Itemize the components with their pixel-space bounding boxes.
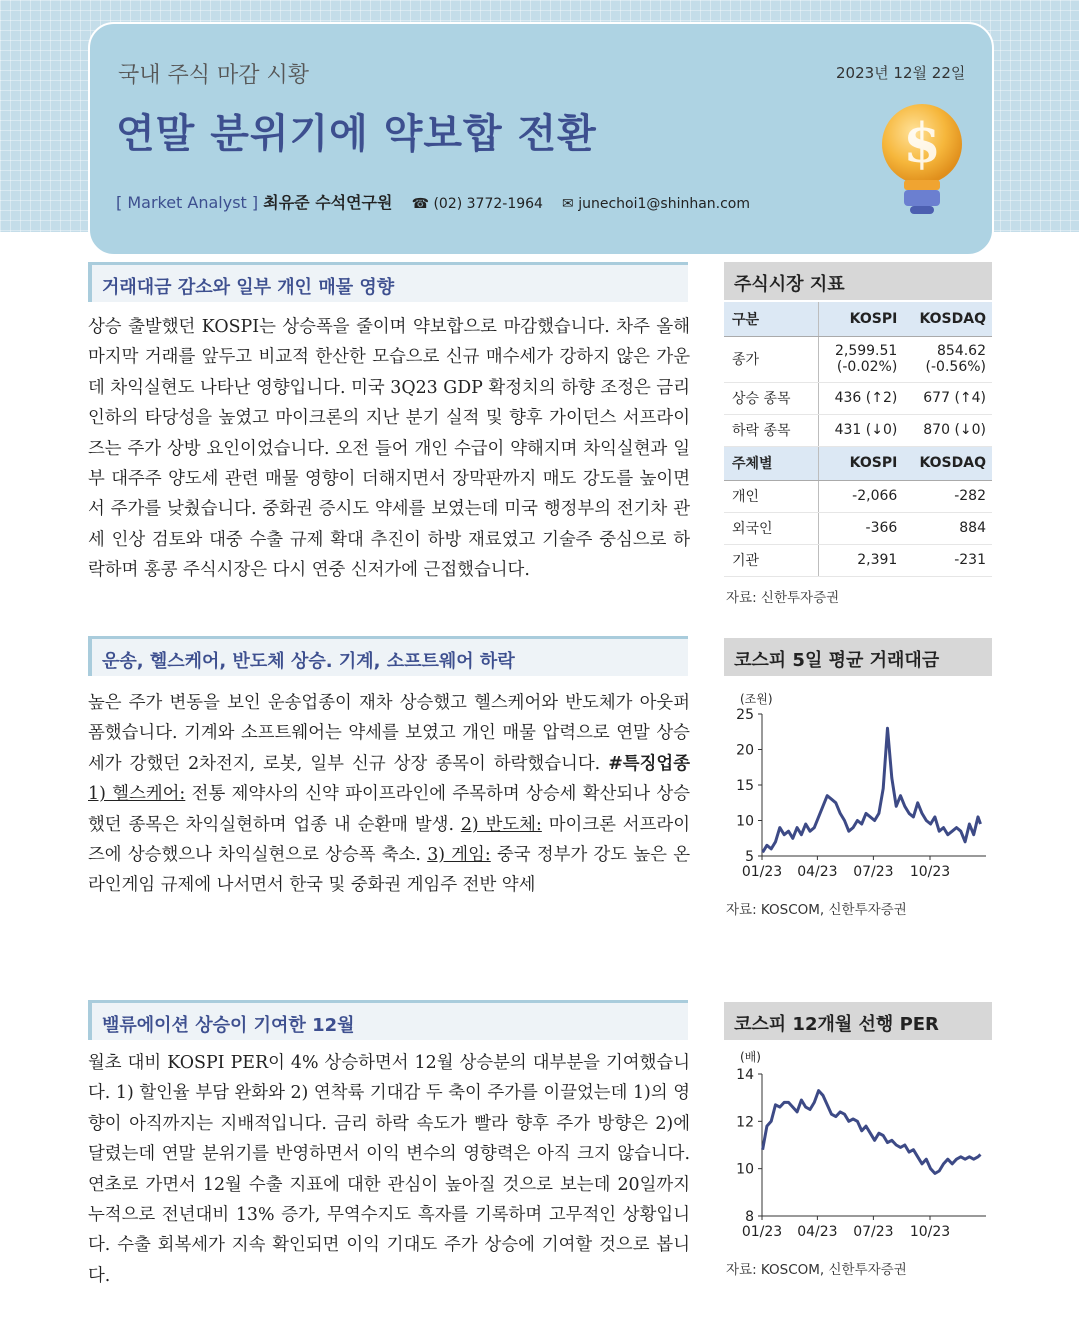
chart-2-plot	[724, 1066, 992, 1252]
table-cell: 677 (↑4)	[903, 382, 992, 414]
report-date: 2023년 12월 22일	[836, 64, 966, 82]
x-tick-label: 01/23	[741, 864, 783, 880]
chart-1-unit: (조원)	[740, 692, 773, 706]
section-body-3: 월초 대비 KOSPI PER이 4% 상승하면서 12월 상승분의 대부분을 기여했습니다. 1) 할인율 부담 완화와 2) 연착륙 기대감 두 축이 주가를 이끌었는데 1)의 영향이 아직까지는 지배적입니다. 금리 하락 속도가 빨라 향후 주가 방향은 2)에 달렸는데 연말 분위기를 반영하면서 이익 변수의 영향력은 아직 크지 않습니다. 연초로 가면서 12월 수출 지표에 대한 관심이 높아질 것으로 보는데 20일까지 누적으로 전년대비 13% 증가, 무역수지도 흑자를 기록하며 고무적인 상황입니다. 수출 회복세가 지속 확인되면 이익 기대도 주가 상승에 기여할 것으로 봅니다.	[88, 1053, 690, 1286]
feature-item-3-text: 중국 정부가 강도 높은 온라인게임 규제에 나서면서 한국 및 중화권 게임주 전반 약세	[88, 845, 690, 896]
svg-text:$: $	[903, 111, 941, 175]
chart-1-source: 자료: KOSCOM, 신한투자증권	[726, 902, 907, 918]
x-tick-label: 04/23	[797, 864, 838, 880]
table-header-cell: 구분	[724, 302, 819, 336]
section-title-3: 밸류에이션 상승이 기여한 12월	[102, 1015, 355, 1036]
table-row	[724, 544, 992, 576]
table-row	[724, 336, 992, 382]
analyst-name: 최유준 수석연구원	[263, 193, 393, 212]
table-cell: 870 (↓0)	[903, 414, 992, 446]
kosdaq-change: (-0.56%)	[925, 359, 986, 375]
table-header-cell: KOSPI	[819, 302, 904, 336]
chart-1-header	[724, 638, 992, 676]
indicators-table	[724, 302, 992, 577]
x-tick-label: 10/23	[909, 864, 951, 880]
indicators-header	[724, 262, 992, 300]
section-header-1	[88, 262, 688, 302]
series-line	[763, 1091, 981, 1174]
analyst-phone: ☎ (02) 3772-1964	[411, 196, 543, 212]
chart-2-title: 코스피 12개월 선행 PER	[734, 1014, 939, 1035]
table-cell: -2,066	[819, 480, 904, 512]
table-cell: 하락 종목	[724, 414, 819, 446]
table-cell: 상승 종목	[724, 382, 819, 414]
feature-item-3-label: 3) 게임:	[427, 845, 491, 866]
chart-2-header	[724, 1002, 992, 1040]
feature-item-2-label: 2) 반도체:	[460, 814, 542, 835]
table-cell: 431 (↓0)	[819, 414, 904, 446]
feature-item-2-text: 마이크론 서프라이즈에 상승했으나 차익실현으로 상승폭 축소.	[88, 814, 690, 866]
kosdaq-close: 854.62	[937, 343, 986, 359]
table-row	[724, 382, 992, 414]
table-cell: -282	[903, 480, 992, 512]
y-tick-label: 8	[745, 1209, 754, 1225]
y-tick-label: 20	[736, 742, 754, 759]
report-title: 연말 분위기에 약보합 전환	[116, 111, 597, 157]
indicators-source: 자료: 신한투자증권	[726, 590, 840, 606]
section-2-intro: 높은 주가 변동을 보인 운송업종이 재차 상승했고 헬스케어와 반도체가 아웃퍼폼했습니다. 기계와 소프트웨어는 약세를 보였고 개인 매물 압력으로 연말 상승세가 강했던 2차전지, 로봇, 일부 신규 상장 종목이 하락했습니다.	[88, 693, 690, 774]
table-cell: 개인	[724, 480, 819, 512]
table-cell	[903, 336, 992, 382]
chart-1-plot	[724, 706, 992, 892]
x-tick-label: 10/23	[909, 1224, 951, 1240]
y-tick-label: 12	[736, 1114, 754, 1131]
table-cell: -366	[819, 512, 904, 544]
section-body-2	[88, 688, 690, 901]
analyst-tag: [ Market Analyst ]	[116, 193, 259, 212]
table-cell: 외국인	[724, 512, 819, 544]
y-tick-label: 10	[736, 813, 754, 830]
analyst-email[interactable]: ✉ junechoi1@shinhan.com	[562, 196, 751, 212]
section-title-1: 거래대금 감소와 일부 개인 매물 영향	[102, 277, 395, 298]
feature-label: #특징업종	[608, 753, 690, 774]
chart-2-unit: (배)	[740, 1050, 761, 1064]
section-title-2: 운송, 헬스케어, 반도체 상승. 기계, 소프트웨어 하락	[102, 651, 515, 672]
section-header-3	[88, 1000, 688, 1040]
report-category: 국내 주식 마감 시황	[118, 63, 309, 88]
table-header-cell: 주체별	[724, 446, 819, 480]
kospi-close: 2,599.51	[834, 343, 898, 359]
analyst-info	[116, 190, 750, 213]
y-tick-label: 14	[736, 1067, 754, 1083]
y-tick-label: 5	[745, 849, 754, 865]
feature-item-1-text: 전통 제약사의 신약 파이프라인에 주목하며 상승세 확산되나 상승했던 종목은 차익실현하며 업종 내 순환매 발생.	[88, 784, 690, 835]
x-tick-label: 07/23	[853, 864, 894, 880]
indicators-head-row-1	[724, 302, 992, 336]
table-cell: 884	[903, 512, 992, 544]
table-cell: 2,391	[819, 544, 904, 576]
section-header-2	[88, 636, 688, 676]
x-tick-label: 07/23	[853, 1224, 894, 1240]
x-tick-label: 04/23	[797, 1224, 838, 1240]
kospi-change: (-0.02%)	[836, 359, 898, 375]
y-tick-label: 25	[736, 707, 754, 723]
y-tick-label: 10	[736, 1161, 754, 1178]
table-header-cell: KOSDAQ	[903, 302, 992, 336]
table-row	[724, 512, 992, 544]
table-header-cell: KOSDAQ	[903, 446, 992, 480]
indicators-title: 주식시장 지표	[734, 274, 845, 295]
indicators-head-row-2	[724, 446, 992, 480]
table-cell: 종가	[724, 336, 819, 382]
table-row	[724, 480, 992, 512]
table-cell	[819, 336, 904, 382]
y-tick-label: 15	[736, 778, 754, 794]
chart-2-source: 자료: KOSCOM, 신한투자증권	[726, 1262, 907, 1278]
table-row	[724, 414, 992, 446]
table-cell: 436 (↑2)	[819, 382, 904, 414]
table-cell: 기관	[724, 544, 819, 576]
chart-1-title: 코스피 5일 평균 거래대금	[734, 650, 940, 671]
x-tick-label: 01/23	[741, 1224, 783, 1240]
section-body-1: 상승 출발했던 KOSPI는 상승폭을 줄이며 약보합으로 마감했습니다. 차주 올해 마지막 거래를 앞두고 비교적 한산한 모습으로 신규 매수세가 강하지 않은 가운데 차익실현도 나타난 영향입니다. 미국 3Q23 GDP 확정치의 하향 조정은 금리 인하의 타당성을 높였고 마이크론의 지난 분기 실적 및 향후 가이던스 서프라이즈는 주가 상방 요인이었습니다. 오전 들어 개인 수급이 약해지며 차익실현과 일부 대주주 양도세 관련 매물 영향이 더해지면서 장막판까지 매도 강도를 높이면서 주가를 낮췄습니다. 중화권 증시도 약세를 보였는데 미국 행정부의 전기차 관세 인상 검토와 대중 수출 규제 확대 추진이 하방 재료였고 기술주 중심으로 하락하며 홍콩 주식시장은 다시 연중 신저가에 근접했습니다.	[88, 317, 690, 581]
series-line	[763, 728, 981, 852]
table-header-cell: KOSPI	[819, 446, 904, 480]
lightbulb-dollar-icon	[876, 100, 968, 218]
table-cell: -231	[903, 544, 992, 576]
feature-item-1-label: 1) 헬스케어:	[88, 784, 186, 805]
